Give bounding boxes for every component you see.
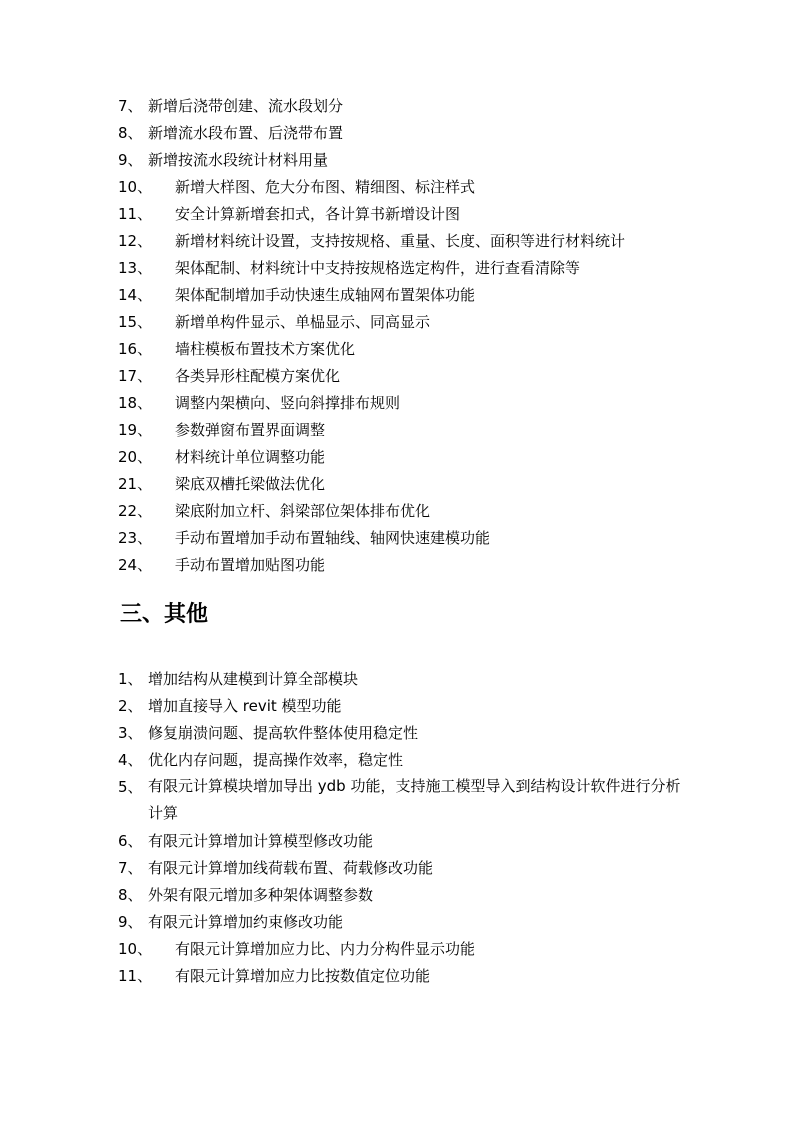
item-text: 梁底双槽托梁做法优化 <box>175 475 326 493</box>
list-item <box>0 530 793 557</box>
item-number: 16、 <box>118 340 153 358</box>
list-item <box>0 206 793 233</box>
item-number: 7、 <box>118 859 143 877</box>
item-text: 手动布置增加贴图功能 <box>175 556 326 574</box>
list-item <box>0 287 793 314</box>
item-number: 15、 <box>118 313 153 331</box>
item-number: 22、 <box>118 502 153 520</box>
item-text: 架体配制、材料统计中支持按规格选定构件，进行查看清除等 <box>175 259 581 277</box>
item-text: 各类异形柱配模方案优化 <box>175 367 341 385</box>
item-number: 10、 <box>118 940 153 958</box>
item-text: 有限元计算增加线荷载布置、荷载修改功能 <box>148 859 434 877</box>
list-item <box>0 887 793 914</box>
list-item <box>0 449 793 476</box>
item-number: 2、 <box>118 697 143 715</box>
list-item <box>0 341 793 368</box>
list-item <box>0 698 793 725</box>
item-text: 新增流水段布置、后浇带布置 <box>148 124 344 142</box>
item-number: 10、 <box>118 178 153 196</box>
list-item <box>0 152 793 179</box>
list-item <box>0 503 793 530</box>
list-item <box>0 98 793 125</box>
item-number: 5、 <box>118 778 143 796</box>
item-text: 参数弹窗布置界面调整 <box>175 421 326 439</box>
item-number: 9、 <box>118 151 143 169</box>
list-item <box>0 179 793 206</box>
list-item <box>0 860 793 887</box>
item-number: 18、 <box>118 394 153 412</box>
item-number: 8、 <box>118 124 143 142</box>
item-text: 有限元计算增加计算模型修改功能 <box>148 832 374 850</box>
section-three-list <box>0 671 793 995</box>
item-text: 手动布置增加手动布置轴线、轴网快速建模功能 <box>175 529 491 547</box>
item-number: 24、 <box>118 556 153 574</box>
item-text: 外架有限元增加多种架体调整参数 <box>148 886 374 904</box>
item-text: 有限元计算增加应力比、内力分构件显示功能 <box>175 940 476 958</box>
list-item <box>0 671 793 698</box>
item-text: 新增后浇带创建、流水段划分 <box>148 97 344 115</box>
item-text: 新增按流水段统计材料用量 <box>148 151 329 169</box>
list-item <box>0 941 793 968</box>
list-item <box>0 476 793 503</box>
item-text: 修复崩溃问题、提高软件整体使用稳定性 <box>148 724 419 742</box>
item-text: 有限元计算增加约束修改功能 <box>148 913 344 931</box>
item-text: 增加直接导入 revit 模型功能 <box>148 697 342 715</box>
section-heading: 三、其他 <box>120 602 209 627</box>
item-number: 7、 <box>118 97 143 115</box>
list-item <box>0 968 793 995</box>
item-number: 20、 <box>118 448 153 466</box>
item-text: 有限元计算模块增加导出 ydb 功能，支持施工模型导入到结构设计软件进行分析计算 <box>148 777 681 822</box>
item-text: 新增大样图、危大分布图、精细图、标注样式 <box>175 178 476 196</box>
list-item <box>0 368 793 395</box>
item-number: 8、 <box>118 886 143 904</box>
item-number: 21、 <box>118 475 153 493</box>
item-number: 1、 <box>118 670 143 688</box>
list-item <box>0 233 793 260</box>
item-number: 11、 <box>118 967 153 985</box>
item-number: 6、 <box>118 832 143 850</box>
item-number: 14、 <box>118 286 153 304</box>
item-text: 材料统计单位调整功能 <box>175 448 326 466</box>
item-text: 梁底附加立杆、斜梁部位架体排布优化 <box>175 502 431 520</box>
list-item <box>0 395 793 422</box>
list-item <box>0 422 793 449</box>
list-item <box>0 833 793 860</box>
item-number: 19、 <box>118 421 153 439</box>
item-number: 13、 <box>118 259 153 277</box>
section-two-list <box>0 98 793 584</box>
list-item <box>0 125 793 152</box>
item-text: 新增单构件显示、单榀显示、同高显示 <box>175 313 431 331</box>
list-item <box>0 314 793 341</box>
item-text: 有限元计算增加应力比按数值定位功能 <box>175 967 431 985</box>
item-number: 12、 <box>118 232 153 250</box>
item-number: 9、 <box>118 913 143 931</box>
item-text: 架体配制增加手动快速生成轴网布置架体功能 <box>175 286 476 304</box>
item-text: 墙柱模板布置技术方案优化 <box>175 340 356 358</box>
list-item <box>0 779 793 833</box>
list-item <box>0 725 793 752</box>
item-number: 17、 <box>118 367 153 385</box>
item-text: 新增材料统计设置，支持按规格、重量、长度、面积等进行材料统计 <box>175 232 626 250</box>
item-text: 安全计算新增套扣式，各计算书新增设计图 <box>175 205 461 223</box>
item-number: 11、 <box>118 205 153 223</box>
list-item <box>0 557 793 584</box>
item-number: 4、 <box>118 751 143 769</box>
list-item <box>0 914 793 941</box>
item-text: 调整内架横向、竖向斜撑排布规则 <box>175 394 401 412</box>
item-text: 增加结构从建模到计算全部模块 <box>148 670 359 688</box>
item-text: 优化内存问题，提高操作效率，稳定性 <box>148 751 404 769</box>
list-item <box>0 260 793 287</box>
item-number: 3、 <box>118 724 143 742</box>
item-number: 23、 <box>118 529 153 547</box>
